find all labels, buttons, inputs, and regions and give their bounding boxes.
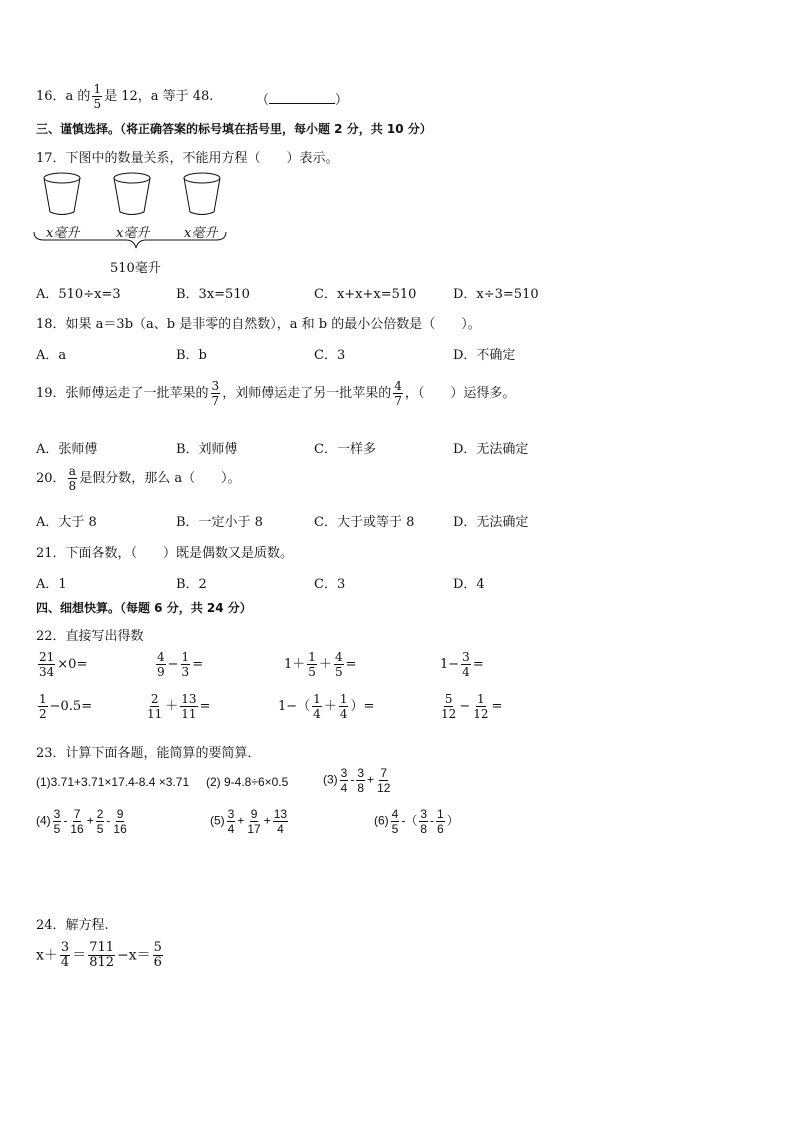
option-d[interactable]: D．4 [453,577,485,592]
question-22-stem: 22．直接写出得数 [36,629,144,644]
problem-2: (2) 9-4.8÷6×0.5 [206,775,289,789]
option-d[interactable]: D．无法确定 [453,515,529,530]
problem-3: (3) $\frac{3}{4}$ - $\frac{3}{8}$ + $\frac{7}{12}$ [323,766,391,795]
fraction: $\frac{1}{5}$ [93,82,102,111]
problem-4: (4) $\frac{3}{5}$ - $\frac{7}{16}$ + $\frac{2}{5}$ - $\frac{9}{16}$ [36,807,127,836]
cup-label: x毫升 [184,226,218,241]
option-a[interactable]: A．a [36,348,67,363]
fraction: $\frac{a}{8}$ [68,464,77,493]
fraction: $\frac{4}{7}$ [394,379,402,408]
question-16 [36,82,213,111]
option-c[interactable]: C．大于或等于 8 [314,515,415,530]
cup-label: x毫升 [46,226,80,241]
expression-1: $\frac{21}{34}$ ×0= [39,650,88,679]
option-b[interactable]: B．2 [176,577,207,592]
question-23-stem: 23．计算下面各题，能简算的要简算． [36,746,261,761]
cup-icon [44,173,80,215]
question-18-stem: 18．如果 a＝3b（a、b 是非零的自然数），a 和 b 的最小公倍数是（ ）。 [36,317,481,332]
section-heading-4: 四、细想快算。（每题 6 分，共 24 分） [36,601,252,615]
q16-prefix: 16．a 的 [36,89,91,104]
cup-label: x毫升 [116,226,150,241]
expression-5: $\frac{1}{2}$ −0.5= [39,692,93,721]
option-d[interactable]: D．不确定 [453,348,516,363]
cup-icon [184,173,220,215]
option-b[interactable]: B．刘师傅 [176,442,238,457]
question-21-stem: 21．下面各数，（ ）既是偶数又是质数。 [36,546,294,561]
total-label: 510毫升 [110,261,161,276]
fraction: $\frac{3}{7}$ [211,379,220,408]
expression-3: 1＋ $\frac{1}{5}$ ＋ $\frac{4}{5}$ = [284,650,357,679]
question-24-stem: 24．解方程. [36,918,109,933]
cup-icon [114,173,150,215]
option-c[interactable]: C．3 [314,577,346,592]
q16-middle: 是 12，a 等于 48. [104,89,214,104]
option-a[interactable]: A．1 [36,577,67,592]
option-a[interactable]: A．大于 8 [36,515,97,530]
problem-1: (1)3.71+3.71×17.4-8.4 ×3.71 [36,775,190,789]
option-a[interactable]: A．张师傅 [36,442,98,457]
question-17-stem: 17．下图中的数量关系，不能用方程（ ）表示。 [36,151,339,166]
expression-6: $\frac{2}{11}$ ＋ $\frac{13}{11}$ = [147,692,211,721]
question-20-stem: 20． $\frac{a}{8}$ 是假分数，那么 a（ ）。 [36,464,241,493]
option-c[interactable]: C．x+x+x=510 [314,287,417,302]
option-b[interactable]: B．一定小于 8 [176,515,263,530]
problem-6: (6) $\frac{4}{5}$ -（ $\frac{3}{8}$ - $\frac{1}{6}$ ） [374,807,459,836]
option-c[interactable]: C．3 [314,348,346,363]
option-d[interactable]: D．无法确定 [453,442,529,457]
q16-answer-blank[interactable]: （ ） [256,93,349,108]
option-d[interactable]: D．x÷3=510 [453,287,539,302]
question-19-stem: 19．张师傅运走了一批苹果的 $\frac{3}{7}$ ，刘师傅运走了另一批苹果的 $\frac{4}{7}$ ，（ ）运得多。 [36,379,516,408]
option-b[interactable]: B．3x=510 [176,287,250,302]
expression-8: $\frac{5}{12}$ − $\frac{1}{12}$ = [441,692,503,721]
equation: x＋ $\frac{3}{4}$ ＝ $\frac{711}{812}$ −x＝ $\frac{5}{6}$ [36,940,162,970]
option-b[interactable]: B．b [176,348,207,363]
problem-5: (5) $\frac{3}{4}$ + $\frac{9}{17}$ + $\frac{13}{4}$ [210,807,288,836]
option-a[interactable]: A．510÷x=3 [36,287,121,302]
option-c[interactable]: C．一样多 [314,442,376,457]
expression-7: 1−（ $\frac{1}{4}$ ＋ $\frac{1}{4}$ ）= [278,692,375,721]
expression-2: $\frac{4}{9}$ − $\frac{1}{3}$ = [157,650,204,679]
expression-4: 1− $\frac{3}{4}$ = [440,650,484,679]
section-heading-3: 三、谨慎选择。（将正确答案的标号填在括号里，每小题 2 分，共 10 分） [36,122,432,136]
